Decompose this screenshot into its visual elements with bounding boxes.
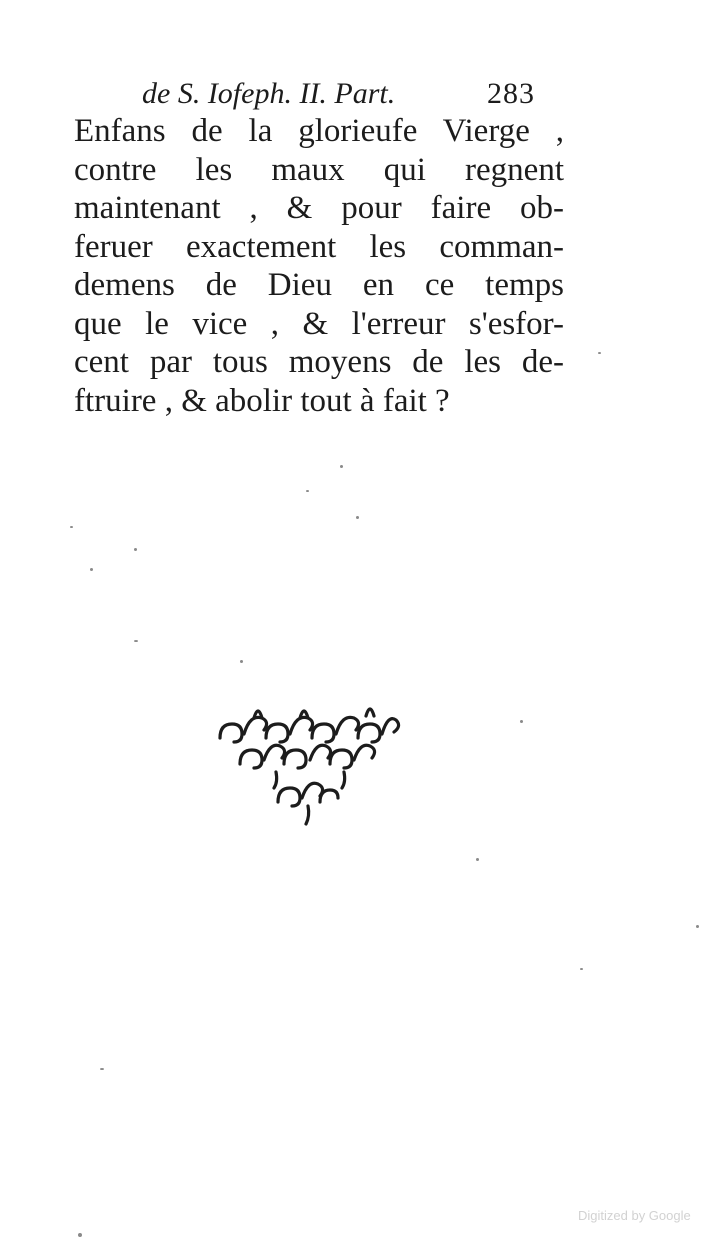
page-number: 283 — [487, 77, 535, 110]
body-text — [74, 112, 564, 420]
running-head-title: de S. Iofeph. II. Part. — [142, 77, 396, 110]
text-line: maintenant , & pour faire ob- — [74, 190, 564, 226]
paper-speck — [598, 352, 601, 354]
paper-speck — [90, 568, 93, 571]
paper-speck — [134, 640, 138, 642]
text-line: Enfans de la glorieufe Vierge , — [74, 113, 564, 149]
text-line: ftruire , & abolir tout à fait ? — [74, 382, 450, 419]
fleuron-ornament-icon — [214, 698, 404, 828]
ornament-middle-row — [240, 745, 375, 788]
paper-speck — [356, 516, 359, 519]
paper-speck — [240, 660, 243, 663]
ornament-bottom-row — [278, 783, 338, 824]
text-line: demens de Dieu en ce temps — [74, 267, 564, 303]
paper-speck — [580, 968, 583, 970]
ornament-top-row — [220, 709, 399, 742]
text-line: cent par tous moyens de les de- — [74, 344, 564, 380]
paper-speck — [70, 526, 73, 528]
paper-speck — [306, 490, 309, 492]
running-head — [142, 74, 572, 114]
paper-speck — [78, 1233, 82, 1237]
paper-speck — [696, 925, 699, 928]
text-line: feruer exactement les comman- — [74, 228, 564, 265]
paper-speck — [100, 1068, 104, 1070]
digitization-watermark: Digitized by Google — [578, 1208, 691, 1223]
paper-speck — [520, 720, 523, 723]
paper-speck — [340, 465, 343, 468]
text-line: que le vice , & l'erreur s'esfor- — [74, 305, 564, 342]
text-line: contre les maux qui regnent — [74, 151, 564, 188]
paper-speck — [476, 858, 479, 861]
paper-speck — [134, 548, 137, 551]
